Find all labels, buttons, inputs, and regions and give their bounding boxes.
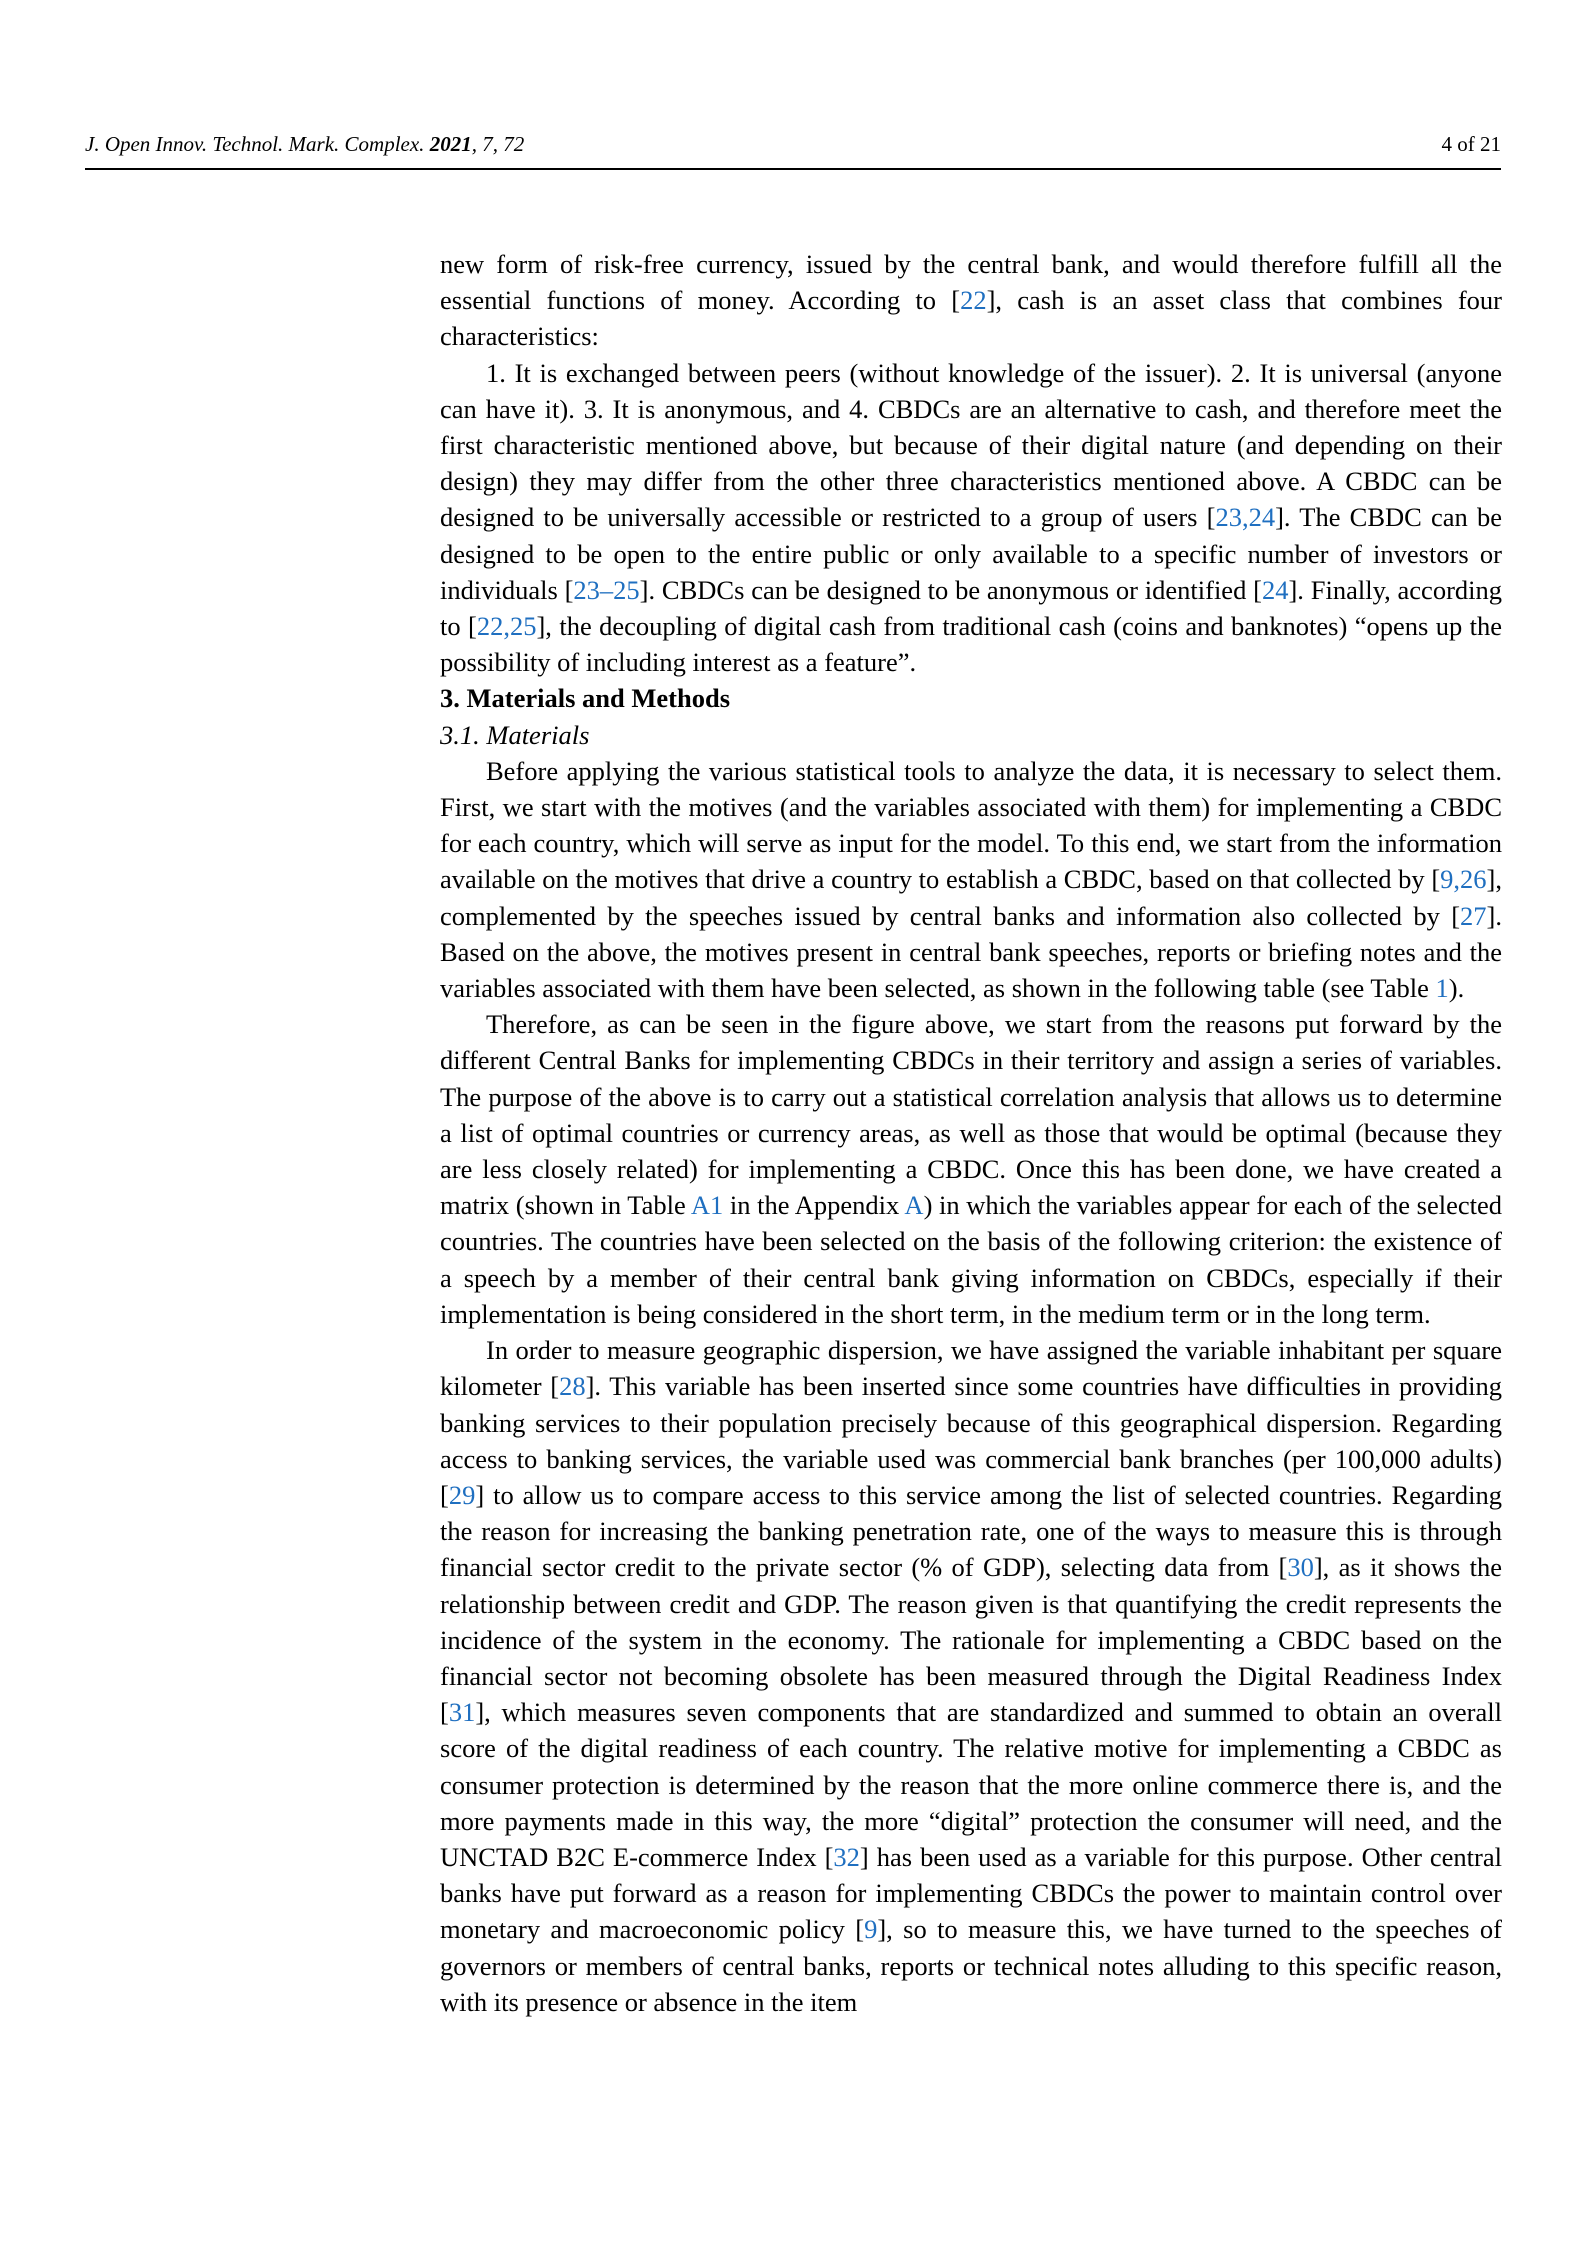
paragraph-text: 1. It is exchanged between peers (without knowledge of the issuer). 2. It is universal (anyone can have it). 3. It is anonymous, and 4. CBDCs are an alternative to cash, and therefore meet the first characteristic mentioned above, but because of their digital nature (and depending on their design) they may differ from the other three characteristics mentioned above. A CBDC can be designed to be universally accessible or restricted to a group of users [ bbox=[440, 357, 1502, 533]
paragraph-variables bbox=[440, 1332, 1502, 2020]
paragraph-characteristics bbox=[440, 355, 1502, 681]
paragraph-text: in the Appendix bbox=[723, 1190, 905, 1221]
running-head bbox=[85, 132, 1501, 157]
citation-link-32[interactable]: 32 bbox=[833, 1841, 860, 1872]
journal-volume-issue: , 7, 72 bbox=[471, 132, 525, 156]
paragraph-text: ], cash is an asset class that combines four characteristics: bbox=[440, 285, 1502, 352]
paragraph-continuation bbox=[440, 246, 1502, 355]
citation-link-27[interactable]: 27 bbox=[1460, 900, 1487, 931]
citation-link-23-25[interactable]: 23–25 bbox=[573, 574, 640, 605]
paragraph-text: ], complemented by the speeches issued by central banks and information also collected by [ bbox=[440, 864, 1502, 931]
paragraph-text: ]. Based on the above, the motives present in central bank speeches, reports or briefing notes and the variables associated with them have been selected, as shown in the following table (see Table bbox=[440, 900, 1502, 1004]
table-reference-a1[interactable]: A1 bbox=[690, 1190, 724, 1221]
citation-link-30[interactable]: 30 bbox=[1287, 1552, 1314, 1583]
citation-link-29[interactable]: 29 bbox=[448, 1479, 476, 1510]
table-reference-1[interactable]: 1 bbox=[1435, 973, 1449, 1004]
paragraph-materials-intro bbox=[440, 753, 1502, 1006]
paragraph-text: ]. Finally, according to [ bbox=[440, 574, 1503, 642]
paragraph-text: ]. This variable has been inserted since some countries have difficulties in providing banking services to their population precisely because of this geographical dispersion. Regarding access to banking services, the variable used was commercial bank branches (per 100,000 adults) [ bbox=[440, 1371, 1502, 1510]
citation-link-9-26[interactable]: 9,26 bbox=[1440, 864, 1487, 895]
paragraph-text: ], which measures seven components that are standardized and summed to obtain an overall score of the digital readiness of each country. The relative motive for implementing a CBDC as consumer protection is determined by the reason that the more online commerce there is, and the more payments made in this way, the more “digital” protection the consumer will need, and the UNCTAD B2C E-commerce Index [ bbox=[440, 1697, 1502, 1872]
paragraph-text: ], the decoupling of digital cash from traditional cash (coins and banknotes) “opens up the possibility of including interest as a feature”. bbox=[440, 611, 1503, 678]
paragraph-text: Therefore, as can be seen in the figure above, we start from the reasons put forward by the different Central Banks for implementing CBDCs in their territory and assign a series of variables. The purpose of the above is to carry out a statistical correlation analysis that allows us to determine a list of optimal countries or currency areas, as well as those that would be optimal (because they are less closely related) for implementing a CBDC. Once this has been done, we have created a matrix (shown in Table bbox=[440, 1009, 1502, 1221]
paragraph-text: ). bbox=[1448, 973, 1465, 1004]
citation-link-31[interactable]: 31 bbox=[448, 1697, 476, 1728]
page-indicator: 4 of 21 bbox=[1441, 132, 1501, 156]
appendix-reference-a[interactable]: A bbox=[904, 1190, 924, 1221]
paragraph-text: In order to measure geographic dispersion, we have assigned the variable inhabitant per square kilometer [ bbox=[440, 1335, 1502, 1402]
citation-link-28[interactable]: 28 bbox=[559, 1371, 586, 1402]
paragraph-text: ] to allow us to compare access to this service among the list of selected countries. Regarding the reason for increasing the banking penetration rate, one of the ways to measure this is through financial sector credit to the private sector (% of GDP), selecting data from [ bbox=[440, 1479, 1502, 1583]
header-divider bbox=[85, 168, 1501, 170]
paragraph-text: ) in which the variables appear for each of the selected countries. The countries have been selected on the basis of the following criterion: the existence of a speech by a member of their central bank giving information on CBDCs, especially if their implementation is being considered in the short term, in the medium term or in the long term. bbox=[440, 1190, 1502, 1329]
subsection-heading-3-1: 3.1. Materials bbox=[440, 719, 590, 750]
citation-link-22-25[interactable]: 22,25 bbox=[476, 611, 537, 642]
section-heading-3: 3. Materials and Methods bbox=[440, 683, 731, 714]
citation-link-9[interactable]: 9 bbox=[864, 1914, 878, 1945]
paragraph-text: ], as it shows the relationship between credit and GDP. The reason given is that quantifying the credit represents the incidence of the system in the economy. The rationale for implementing a CBDC based on the financial sector not becoming obsolete has been measured through the Digital Readiness Index [ bbox=[440, 1552, 1502, 1728]
paragraph-text: ] has been used as a variable for this purpose. Other central banks have put forward as a reason for implementing CBDCs the power to maintain control over monetary and macroeconomic policy [ bbox=[440, 1841, 1502, 1945]
paragraph-text: ]. The CBDC can be designed to be open to the entire public or only available to a specific number of investors or individuals [ bbox=[440, 502, 1502, 605]
paragraph-text: ]. CBDCs can be designed to be anonymous or identified [ bbox=[639, 574, 1262, 605]
citation-link-24[interactable]: 24 bbox=[1261, 574, 1289, 605]
body-column bbox=[440, 246, 1502, 2020]
journal-name: J. Open Innov. Technol. Mark. Complex. bbox=[85, 132, 425, 156]
journal-reference bbox=[85, 132, 524, 157]
journal-volume-year: 2021 bbox=[429, 132, 472, 156]
paragraph-text: ], so to measure this, we have turned to the speeches of governors or members of central banks, reports or technical notes alluding to this specific reason, with its presence or absence in the item bbox=[440, 1914, 1502, 2017]
citation-link-22[interactable]: 22 bbox=[960, 285, 987, 316]
paragraph-text: new form of risk-free currency, issued by the central bank, and would therefore fulfill all the essential functions of money. According to [ bbox=[440, 249, 1502, 316]
paragraph-correlation-analysis bbox=[440, 1006, 1502, 1332]
paragraph-text: Before applying the various statistical tools to analyze the data, it is necessary to select them. First, we start with the motives (and the variables associated with them) for implementing a CBDC for each country, which will serve as input for the model. To this end, we start from the information available on the motives that drive a country to establish a CBDC, based on that collected by [ bbox=[440, 755, 1502, 895]
citation-link-23-24[interactable]: 23,24 bbox=[1215, 502, 1276, 533]
